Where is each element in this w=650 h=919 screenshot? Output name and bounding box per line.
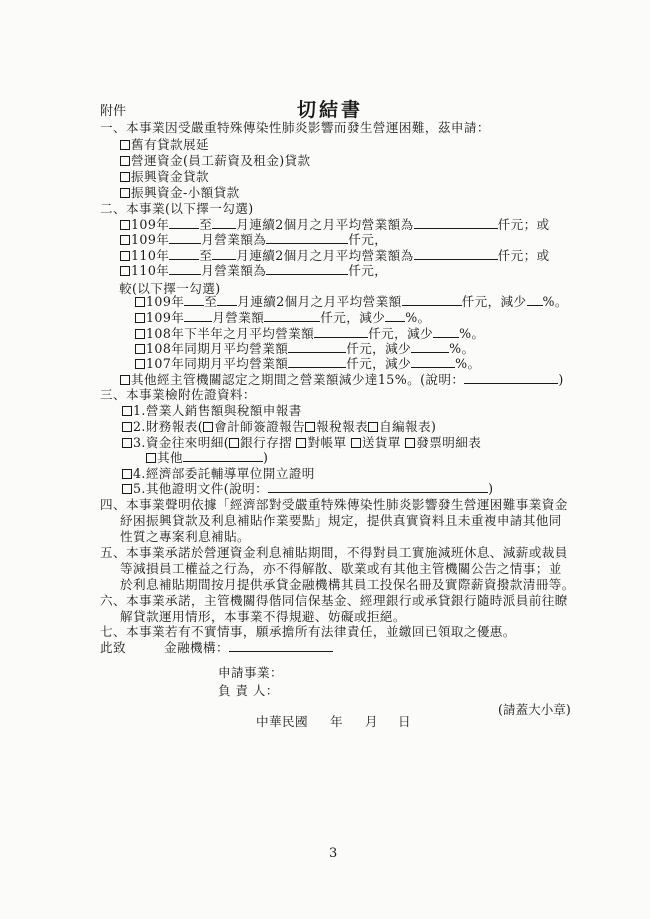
- checkbox[interactable]: [135, 329, 145, 339]
- checkbox[interactable]: [203, 422, 213, 432]
- checkbox[interactable]: [122, 438, 132, 448]
- owner-label: 負 責 人：: [218, 683, 279, 698]
- seal-note: (請蓋大小章): [498, 702, 571, 717]
- section-4-line-2: 紓困振興貸款及利息補貼作業要點」規定，提供真實資料且未重複申請其他同: [120, 513, 562, 528]
- option-small-revival-loan[interactable]: 振興資金-小額貸款: [120, 185, 240, 201]
- amount-field[interactable]: [414, 248, 498, 260]
- checkbox[interactable]: [120, 251, 130, 261]
- checkbox[interactable]: [229, 438, 239, 448]
- blank-field[interactable]: [217, 294, 237, 306]
- doc-option-fund-flow[interactable]: 3.資金往來明細( 銀行存摺 對帳單 送貨單 發票明細表: [122, 435, 481, 451]
- checkbox[interactable]: [122, 422, 132, 432]
- revenue-option-110-range[interactable]: 110年 至 月連續2個月之月平均營業額為 仟元；或: [120, 248, 550, 264]
- section-6-line-1: 六、本事業承諾，主管機關得偕同信保基金、經理銀行或承貸銀行隨時派員前往瞭: [100, 593, 568, 608]
- compare-heading: 較(以下擇一勾選): [119, 281, 221, 296]
- option-loan-extension[interactable]: 舊有貸款展延: [120, 137, 209, 153]
- page-number: 3: [329, 846, 338, 861]
- checkbox[interactable]: [120, 188, 130, 198]
- amount-field[interactable]: [414, 217, 498, 229]
- percent-field[interactable]: [433, 326, 459, 338]
- revenue-option-110-month[interactable]: 110年 月營業額為 仟元，: [120, 263, 387, 279]
- section-6-line-2: 解貸款運用情形，本事業不得規避、妨礙或拒絕。: [120, 609, 406, 624]
- amount-field[interactable]: [288, 356, 346, 368]
- compare-option-108-h2[interactable]: 108年下半年之月平均營業額 仟元，減少 %。: [135, 326, 485, 342]
- section-3-heading: 三、本事業檢附佐證資料：: [100, 387, 256, 402]
- compare-option-107-same-period[interactable]: 107年同期月平均營業額 仟元，減少 %。: [135, 356, 481, 372]
- bank-line[interactable]: 金融機構：: [164, 640, 333, 656]
- compare-option-108-same-period[interactable]: 108年同期月平均營業額 仟元，減少 %。: [135, 341, 475, 357]
- applicant-label: 申請事業：: [218, 665, 283, 680]
- compare-option-109-month[interactable]: 109年 月營業額 仟元，減少 %。: [135, 310, 431, 326]
- section-4-line-1: 四、本事業聲明依據「經濟部對受嚴重特殊傳染性肺炎影響發生營運困難事業資金: [100, 497, 568, 512]
- annex-label: 附件: [100, 104, 127, 119]
- percent-field[interactable]: [411, 341, 449, 353]
- bank-field[interactable]: [229, 640, 333, 652]
- revenue-option-109-month[interactable]: 109年 月營業額為 仟元，: [120, 232, 387, 248]
- explanation-field[interactable]: [183, 450, 263, 462]
- checkbox[interactable]: [351, 438, 361, 448]
- explanation-field[interactable]: [464, 372, 558, 384]
- section-5-line-2: 等減損員工權益之行為，亦不得解散、歇業或有其他主管機關公告之情事；並: [120, 561, 562, 576]
- page-title: 切結書: [297, 99, 364, 121]
- checkbox[interactable]: [135, 313, 145, 323]
- amount-field[interactable]: [288, 341, 346, 353]
- blank-field[interactable]: [169, 217, 199, 229]
- checkbox[interactable]: [135, 297, 145, 307]
- checkbox[interactable]: [122, 484, 132, 494]
- checkbox[interactable]: [120, 172, 130, 182]
- checkbox[interactable]: [120, 156, 130, 166]
- checkbox[interactable]: [120, 220, 130, 230]
- blank-field[interactable]: [169, 232, 201, 244]
- checkbox[interactable]: [135, 344, 145, 354]
- checkbox[interactable]: [305, 422, 315, 432]
- date-line: 中華民國 年 月 日: [256, 714, 411, 729]
- amount-field[interactable]: [402, 294, 462, 306]
- option-revival-loan[interactable]: 振興資金貸款: [120, 169, 209, 185]
- section-5-line-3: 於利息補貼期間按月提供承貸金融機構其員工投保名冊及實際薪資撥款清冊等。: [120, 577, 575, 592]
- revenue-option-other[interactable]: 其他經主管機關認定之期間之營業額減少達15%。(說明： ): [120, 372, 564, 388]
- doc-option-moea-certificate[interactable]: 4.經濟部委託輔導單位開立證明: [122, 466, 315, 482]
- blank-field[interactable]: [169, 263, 201, 275]
- revenue-option-109-range[interactable]: 109年 至 月連續2個月之月平均營業額為 仟元；或: [120, 217, 550, 233]
- percent-field[interactable]: [527, 294, 543, 306]
- section-5-line-1: 五、本事業承諾於營運資金利息補貼期間，不得對員工實施減班休息、減薪或裁員: [100, 545, 568, 560]
- doc-option-fund-flow-other[interactable]: 其他 ): [146, 450, 268, 466]
- doc-option-sales-tax-return[interactable]: 1.營業人銷售額與稅額申報書: [122, 403, 302, 419]
- blank-field[interactable]: [169, 248, 199, 260]
- checkbox[interactable]: [405, 438, 415, 448]
- explanation-field[interactable]: [268, 481, 488, 493]
- checkbox[interactable]: [135, 359, 145, 369]
- blank-field[interactable]: [184, 310, 212, 322]
- checkbox[interactable]: [120, 140, 130, 150]
- amount-field[interactable]: [314, 326, 368, 338]
- checkbox[interactable]: [296, 438, 306, 448]
- checkbox[interactable]: [120, 266, 130, 276]
- percent-field[interactable]: [411, 356, 455, 368]
- section-7-line-1: 七、本事業若有不實情事，願承擔所有法律責任，並繳回已領取之優惠。: [100, 624, 516, 639]
- salutation: 此致: [100, 640, 126, 655]
- amount-field[interactable]: [264, 310, 320, 322]
- checkbox[interactable]: [122, 469, 132, 479]
- amount-field[interactable]: [266, 263, 348, 275]
- section-1-heading: 一、本事業因受嚴重特殊傳染性肺炎影響而發生營運困難，茲申請：: [100, 120, 490, 135]
- percent-field[interactable]: [385, 310, 405, 322]
- checkbox[interactable]: [120, 375, 130, 385]
- section-2-heading: 二、本事業(以下擇一勾選): [100, 201, 254, 216]
- checkbox[interactable]: [120, 235, 130, 245]
- blank-field[interactable]: [212, 248, 236, 260]
- checkbox[interactable]: [146, 453, 156, 463]
- option-operating-loan[interactable]: 營運資金(員工薪資及租金)貸款: [120, 153, 311, 169]
- blank-field[interactable]: [212, 217, 236, 229]
- checkbox[interactable]: [122, 406, 132, 416]
- compare-option-109-range[interactable]: 109年 至 月連續2個月之月平均營業額 仟元，減少 %。: [135, 294, 568, 310]
- doc-option-other-proof[interactable]: 5.其他證明文件(說明： ): [122, 481, 493, 497]
- amount-field[interactable]: [266, 232, 348, 244]
- checkbox[interactable]: [368, 422, 378, 432]
- blank-field[interactable]: [184, 294, 204, 306]
- section-4-line-3: 性質之專案利息補貼。: [120, 529, 250, 544]
- doc-option-financial-statements[interactable]: 2.財務報表( 會計師簽證報告 報稅報表 自編報表): [122, 419, 436, 435]
